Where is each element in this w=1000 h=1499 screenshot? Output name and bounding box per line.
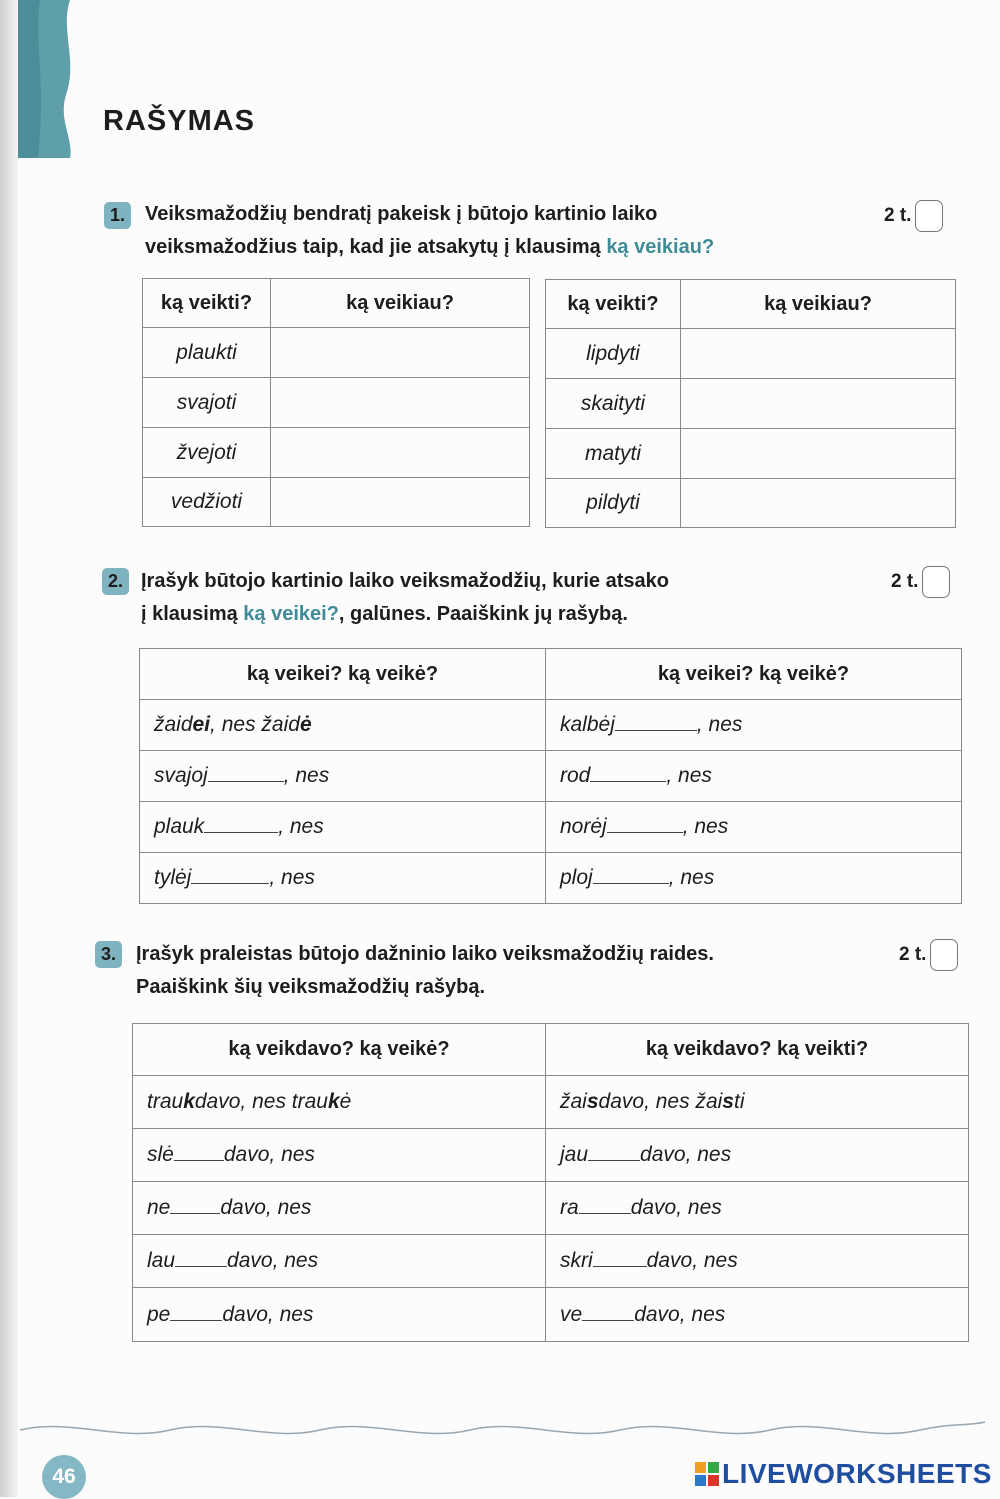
verb-tail: , nes <box>668 866 715 889</box>
verb-tail: davo, nes <box>646 1249 738 1272</box>
verb-stem: pe <box>147 1302 171 1326</box>
example-letter: k <box>327 1090 340 1113</box>
exercise-cell <box>140 853 546 904</box>
table-header: ką veikti? <box>143 279 271 328</box>
header-decoration-band <box>0 0 80 158</box>
page-edge-shadow <box>0 0 18 1497</box>
verb-stem: rod <box>560 764 591 787</box>
exercise-2-score-box[interactable] <box>922 566 950 598</box>
verb-cell: matyti <box>546 429 681 479</box>
example-part: ė <box>339 1090 352 1113</box>
example-cell <box>133 1076 546 1129</box>
verb-tail: davo, nes <box>222 1302 314 1326</box>
verb-tail: , nes <box>283 764 330 787</box>
example-cell <box>140 700 546 751</box>
answer-blank[interactable] <box>593 867 669 884</box>
verb-tail: davo, nes <box>640 1143 732 1166</box>
verb-tail: , nes <box>269 866 315 889</box>
example-letter: s <box>586 1090 599 1113</box>
verb-tail: davo, nes <box>223 1143 315 1166</box>
verb-stem: norėj <box>560 815 607 838</box>
verb-cell: pildyti <box>546 479 681 528</box>
exercise-cell <box>133 1235 546 1288</box>
verb-tail: davo, nes <box>220 1196 312 1219</box>
verb-stem: plauk <box>154 815 205 838</box>
verb-stem: slė <box>147 1143 174 1166</box>
exercise-cell <box>140 802 546 853</box>
verb-stem: ve <box>560 1302 583 1326</box>
exercise-1-question-highlight: ką veikiau? <box>606 236 715 258</box>
liveworksheets-brand <box>695 1458 992 1490</box>
exercise-cell <box>546 1182 969 1235</box>
exercise-2-question-highlight: ką veikei? <box>243 603 339 625</box>
exercise-1-instruction <box>145 198 714 264</box>
answer-cell[interactable] <box>681 379 956 429</box>
exercise-cell <box>133 1129 546 1182</box>
answer-blank[interactable] <box>191 867 269 884</box>
answer-blank[interactable] <box>615 714 697 731</box>
exercise-2-instruction <box>141 565 669 631</box>
verb-tail: , nes <box>696 713 743 736</box>
exercise-2-points <box>891 566 950 598</box>
table-header: ką veikdavo? ką veikti? <box>546 1024 969 1076</box>
exercise-cell <box>546 853 962 904</box>
verb-stem: lau <box>147 1249 176 1272</box>
exercise-1-number-badge: 1. <box>104 202 131 229</box>
exercise-cell <box>546 802 962 853</box>
exercise-3-instruction <box>136 938 714 1004</box>
example-part: trau <box>147 1090 184 1113</box>
exercise-2-number-badge: 2. <box>102 568 129 595</box>
verb-stem: jau <box>560 1143 589 1166</box>
exercise-cell <box>133 1288 546 1342</box>
exercise-3-instruction-line2: Paaiškink šių veiksmažodžių rašybą. <box>136 976 486 998</box>
exercise-cell <box>546 1288 969 1342</box>
exercise-2-instruction-line2 <box>141 598 669 631</box>
verb-cell: svajoti <box>143 378 271 428</box>
answer-blank[interactable] <box>208 765 284 782</box>
exercise-1-score-box[interactable] <box>915 200 943 232</box>
exercise-2-line2-pre: į klausimą <box>141 603 244 625</box>
answer-cell[interactable] <box>271 428 530 478</box>
verb-stem: kalbėj <box>560 713 615 736</box>
exercise-1-instruction-line2 <box>145 231 714 264</box>
exercise-1-points-label: 2 t. <box>884 205 912 226</box>
table-header: ką veikdavo? ką veikė? <box>133 1024 546 1076</box>
table-header: ką veikei? ką veikė? <box>546 649 962 700</box>
exercise-1-right-table <box>545 279 956 528</box>
verb-tail: davo, nes <box>630 1196 722 1219</box>
page-number: 46 <box>42 1455 86 1499</box>
exercise-cell <box>546 1129 969 1182</box>
verb-stem: ne <box>147 1196 171 1219</box>
footer-wave-divider <box>0 1408 1000 1448</box>
answer-cell[interactable] <box>681 429 956 479</box>
exercise-2-points-label: 2 t. <box>891 571 919 592</box>
exercise-cell <box>546 1235 969 1288</box>
example-ending: ei <box>192 713 211 736</box>
answer-blank[interactable] <box>579 1197 631 1214</box>
answer-blank[interactable] <box>582 1304 634 1321</box>
exercise-3-instruction-line1: Įrašyk praleistas būtojo dažninio laiko veiksmažodžių raides. <box>136 943 714 965</box>
exercise-cell <box>546 751 962 802</box>
exercise-2-table <box>139 648 962 904</box>
verb-cell: skaityti <box>546 379 681 429</box>
exercise-2-line2-post: , galūnes. Paaiškink jų rašybą. <box>338 603 628 625</box>
example-letter: s <box>722 1090 734 1113</box>
exercise-1-left-table <box>142 278 530 527</box>
example-letter: k <box>183 1090 195 1113</box>
verb-tail: davo, nes <box>634 1302 726 1326</box>
verb-stem: skri <box>560 1249 593 1272</box>
example-cell <box>546 1076 969 1129</box>
answer-cell[interactable] <box>681 329 956 379</box>
exercise-2-instruction-line1: Įrašyk būtojo kartinio laiko veiksmažodžių, kurie atsako <box>141 570 669 592</box>
answer-blank[interactable] <box>593 1250 647 1267</box>
verb-stem: tylėj <box>154 866 192 889</box>
answer-cell[interactable] <box>681 479 956 528</box>
exercise-1-instruction-line1: Veiksmažodžių bendratį pakeisk į būtojo kartinio laiko <box>145 203 658 225</box>
answer-blank[interactable] <box>170 1304 222 1321</box>
exercise-3-points-label: 2 t. <box>899 944 927 965</box>
liveworksheets-name: LIVEWORKSHEETS <box>722 1458 992 1489</box>
verb-tail: , nes <box>278 815 324 838</box>
example-part: davo, nes trau <box>194 1090 328 1113</box>
table-header: ką veikti? <box>546 280 681 329</box>
verb-stem: svajoj <box>154 764 208 787</box>
exercise-3-points <box>899 939 958 971</box>
example-part: žai <box>560 1090 587 1113</box>
exercise-cell <box>140 751 546 802</box>
verb-tail: , nes <box>682 815 729 838</box>
verb-tail: davo, nes <box>227 1249 319 1272</box>
answer-blank[interactable] <box>170 1197 220 1214</box>
verb-cell: lipdyti <box>546 329 681 379</box>
verb-tail: , nes <box>666 764 712 787</box>
answer-blank[interactable] <box>174 1144 224 1161</box>
example-ending: ė <box>299 713 312 736</box>
example-part: žaid <box>154 713 193 736</box>
answer-cell[interactable] <box>271 328 530 378</box>
answer-blank[interactable] <box>590 765 666 782</box>
example-part: ti <box>733 1090 745 1113</box>
section-title: RAŠYMAS <box>103 105 256 137</box>
table-header: ką veikiau? <box>271 279 530 328</box>
exercise-3-table <box>132 1023 969 1342</box>
exercise-cell <box>133 1182 546 1235</box>
table-header: ką veikiau? <box>681 280 956 329</box>
verb-stem: ra <box>560 1196 579 1219</box>
table-header: ką veikei? ką veikė? <box>140 649 546 700</box>
verb-cell: plaukti <box>143 328 271 378</box>
exercise-3-score-box[interactable] <box>930 939 958 971</box>
answer-blank[interactable] <box>607 816 683 833</box>
verb-cell: vedžioti <box>143 478 271 527</box>
answer-blank[interactable] <box>175 1250 227 1267</box>
answer-blank[interactable] <box>204 816 278 833</box>
answer-cell[interactable] <box>271 478 530 527</box>
example-part: , nes žaid <box>210 713 300 736</box>
verb-stem: ploj <box>560 866 593 889</box>
verb-cell: žvejoti <box>143 428 271 478</box>
example-part: davo, nes žai <box>598 1090 723 1113</box>
exercise-3-number-badge: 3. <box>95 941 122 968</box>
exercise-cell <box>546 700 962 751</box>
answer-blank[interactable] <box>588 1144 640 1161</box>
liveworksheets-logo-icon <box>695 1462 719 1486</box>
answer-cell[interactable] <box>271 378 530 428</box>
exercise-1-points <box>884 200 943 232</box>
exercise-1-line2-text: veiksmažodžius taip, kad jie atsakytų į klausimą <box>145 236 607 258</box>
